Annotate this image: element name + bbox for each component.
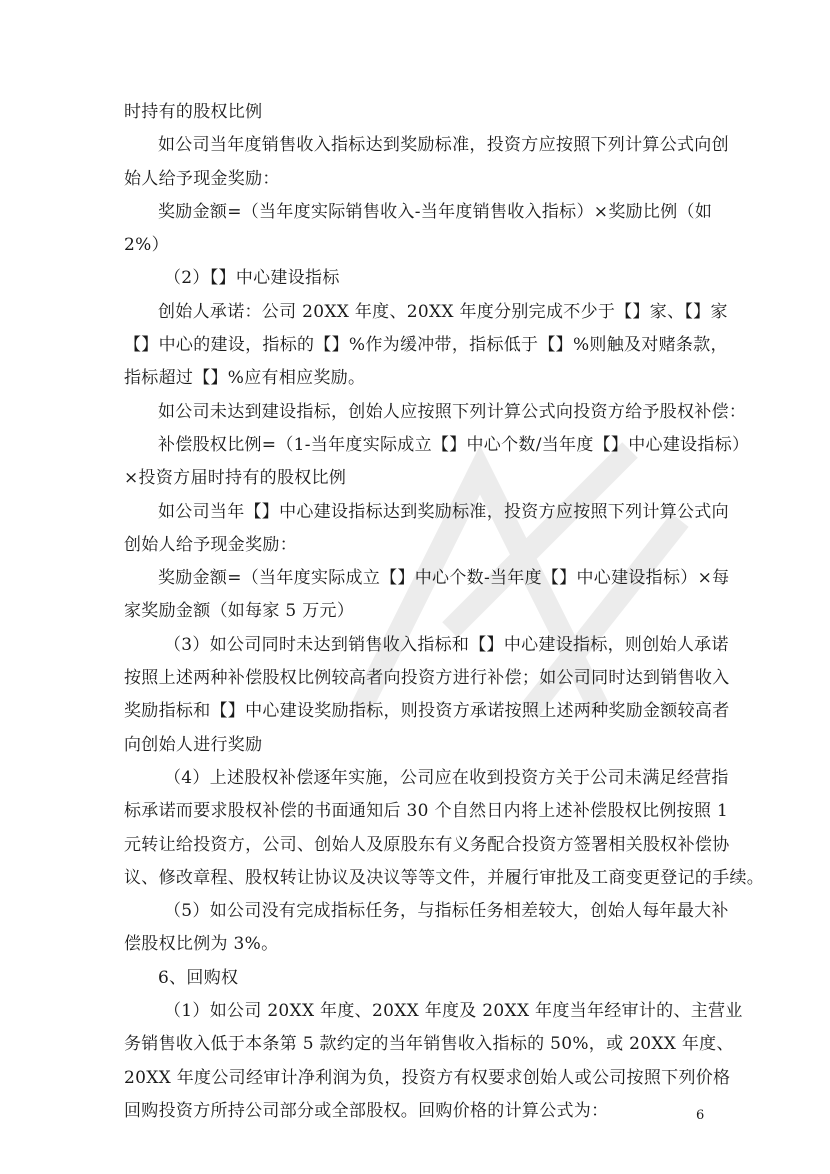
text-line: 元转让给投资方，公司、创始人及原股东有义务配合投资方签署相关股权补偿协 — [124, 834, 730, 855]
text-line: 标承诺而要求股权补偿的书面通知后 30 个自然日内将上述补偿股权比例按照 1 — [124, 801, 729, 822]
text-line: 回购投资方所持公司部分或全部股权。回购价格的计算公式为： — [124, 1100, 609, 1121]
text-line: 创始人承诺：公司 20XX 年度、20XX 年度分别完成不少于【】家、【】家 — [158, 301, 728, 322]
text-line: （2）【】中心建设指标 — [164, 268, 340, 289]
page-number: 6 — [696, 1108, 705, 1123]
text-line: 偿股权比例为 3%。 — [124, 934, 279, 955]
text-line: 如公司当年【】中心建设指标达到奖励标准，投资方应按照下列计算公式向 — [158, 501, 729, 522]
text-line: 【】中心的建设，指标的【】%作为缓冲带，指标低于【】%则触及对赌条款， — [124, 335, 728, 356]
text-line: （5）如公司没有完成指标任务，与指标任务相差较大，创始人每年最大补 — [164, 901, 729, 922]
text-line: 始人给予现金奖励： — [124, 168, 280, 189]
text-line: 补偿股权比例=（1-当年度实际成立【】中心个数/当年度【】中心建设指标） — [158, 434, 750, 455]
text-line: 指标超过【】%应有相应奖励。 — [124, 368, 366, 389]
text-line: 如公司未达到建设指标，创始人应按照下列计算公式向投资方给予股权补偿： — [158, 401, 747, 422]
text-line: 时持有的股权比例 — [124, 102, 263, 122]
text-line: 如公司当年度销售收入指标达到奖励标准，投资方应按照下列计算公式向创 — [158, 135, 729, 156]
text-line: ×投资方届时持有的股权比例 — [124, 468, 347, 489]
text-line: 6、回购权 — [158, 967, 239, 988]
text-line: 向创始人进行奖励 — [124, 734, 263, 755]
text-line: 20XX 年度公司经审计净利润为负，投资方有权要求创始人或公司按照下列价格 — [124, 1067, 731, 1088]
text-line: 2%） — [124, 235, 169, 256]
text-line: 家奖励金额（如每家 5 万元） — [124, 601, 355, 622]
text-line: （3）如公司同时未达到销售收入指标和【】中心建设指标，则创始人承诺 — [164, 634, 729, 655]
text-line: （4）上述股权补偿逐年实施，公司应在收到投资方关于公司未满足经营指 — [164, 767, 729, 788]
text-line: 务销售收入低于本条第 5 款约定的当年销售收入指标的 50%，或 20XX 年度、 — [124, 1034, 734, 1055]
text-line: 奖励指标和【】中心建设奖励指标，则投资方承诺按照上述两种奖励金额较高者 — [124, 701, 730, 722]
text-line: （1）如公司 20XX 年度、20XX 年度及 20XX 年度当年经审计的、主营业 — [164, 1001, 743, 1022]
text-line: 议、修改章程、股权转让协议及决议等等文件，并履行审批及工商变更登记的手续。 — [124, 867, 765, 888]
document-body — [124, 96, 765, 1128]
text-line: 创始人给予现金奖励： — [124, 534, 297, 555]
text-line: 奖励金额=（当年度实际销售收入-当年度销售收入指标）×奖励比例（如 — [158, 201, 713, 222]
text-line: 按照上述两种补偿股权比例较高者向投资方进行补偿；如公司同时达到销售收入 — [124, 668, 730, 689]
text-line: 奖励金额=（当年度实际成立【】中心个数-当年度【】中心建设指标）×每 — [158, 568, 730, 589]
